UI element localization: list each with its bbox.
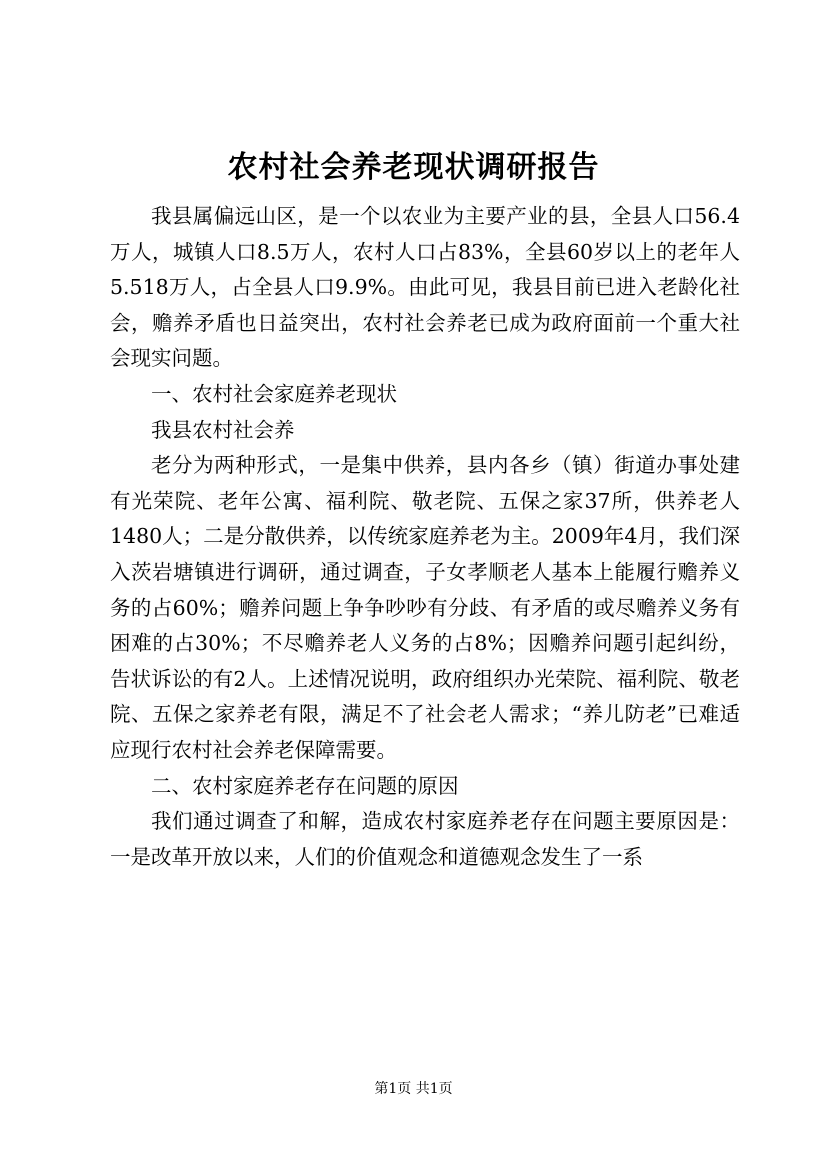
paragraph-reasons: 我们通过调查了和解，造成农村家庭养老存在问题主要原因是：一是改革开放以来，人们的价值观念和道德观念发生了一系 [110,809,740,869]
paragraph-status: 老分为两种形式，一是集中供养，县内各乡（镇）街道办事处建有光荣院、老年公寓、福利院、敬老院、五保之家37所，供养老人1480人；二是分散供养，以传统家庭养老为主。2009年4月，我们深入茨岩塘镇进行调研，通过调查，子女孝顺老人基本上能履行赡养义务的占60%；赡养问题上争争吵吵有分歧、有矛盾的或尽赡养义务有困难的占30%；不尽赡养老人义务的占8%；因赡养问题引起纠纷，告状诉讼的有2人。上述情况说明，政府组织办光荣院、福利院、敬老院、五保之家养老有限，满足不了社会老人需求；“养儿防老”已难适应现行农村社会养老保障需要。 [110,453,740,762]
paragraph-intro: 我县属偏远山区，是一个以农业为主要产业的县，全县人口56.4万人，城镇人口8.5万人，农村人口占83%，全县60岁以上的老年人5.518万人，占全县人口9.9%。由此可见，我县目前已进入老龄化社会，赡养矛盾也日益突出，农村社会养老已成为政府面前一个重大社会现实问题。 [110,204,740,371]
section-heading-1: 一、农村社会家庭养老现状 [151,381,397,406]
document-body [110,199,740,875]
page-footer: 第1页 共1页 [374,1081,453,1097]
document-title: 农村社会养老现状调研报告 [227,150,600,185]
paragraph-fragment: 我县农村社会养 [151,417,295,442]
section-heading-2: 二、农村家庭养老存在问题的原因 [151,773,459,798]
